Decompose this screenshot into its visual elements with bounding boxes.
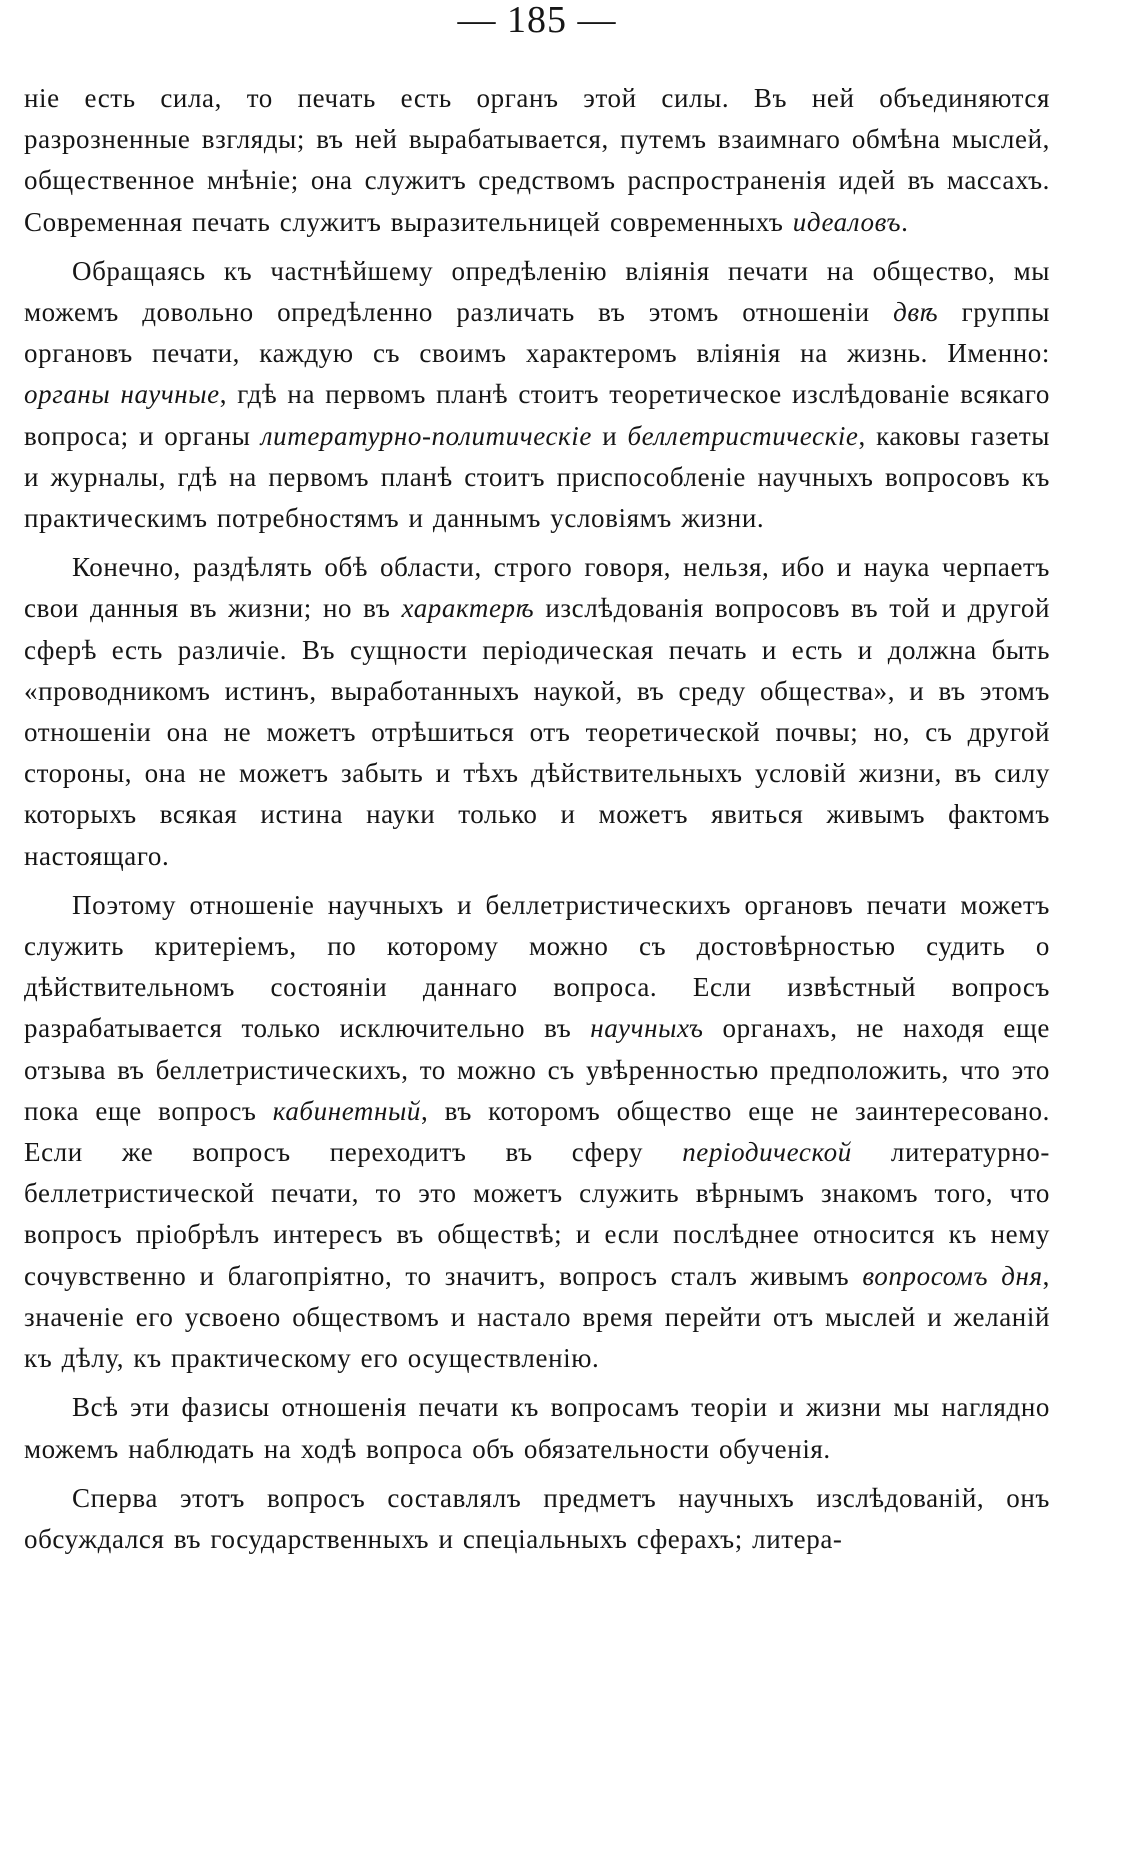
paragraph: [24, 1387, 1050, 1469]
text-run: , значеніе его усвоено обществомъ и настало время перейти отъ мыслей и желаній къ дѣлу, къ практическому его осуществленію.: [24, 1260, 1051, 1374]
text-run: и: [591, 420, 628, 451]
book-page: [24, 0, 1050, 1853]
italic-phrase: періодической: [682, 1137, 852, 1168]
paragraph: [24, 885, 1050, 1379]
italic-phrase: научныхъ: [590, 1013, 704, 1044]
text-run: Конечно, раздѣлять обѣ области, строго говоря, нельзя, ибо и наука черпаетъ свои данныя въ жизни; но въ: [24, 552, 1050, 624]
text-run: ніе есть сила, то печать есть органъ этой силы. Въ ней объединяются разрозненные взгляды; въ ней вырабатывается, путемъ взаимнаго обмѣна мыслей, общественное мнѣніе; она служитъ средствомъ распространенія идей въ массахъ. Современная печать служитъ выразительницей современныхъ: [24, 83, 1050, 237]
text-run: , гдѣ на первомъ планѣ стоитъ теоретическое изслѣдованіе всякаго вопроса; и органы: [24, 379, 1050, 451]
text-run: группы органовъ печати, каждую съ своимъ характеромъ вліянія на жизнь. Именно:: [24, 297, 1050, 369]
paragraph: [24, 251, 1050, 539]
italic-phrase: двѣ: [893, 297, 939, 328]
text-run: , каковы газеты и журналы, гдѣ на первомъ планѣ стоитъ приспособленіе научныхъ вопросовъ къ практическимъ потребностямъ и даннымъ условіямъ жизни.: [24, 420, 1050, 534]
text-run: литературно-беллетристической печати, то это можетъ служить вѣрнымъ знакомъ того, что вопросъ пріобрѣлъ интересъ въ обществѣ; и если послѣднее относится къ нему сочувственно и благопріятно, то значитъ, вопросъ сталъ живымъ: [24, 1137, 1050, 1291]
text-run: изслѣдованія вопросовъ въ той и другой сферѣ есть различіе. Въ сущности періодическая печать и есть и должна быть «проводникомъ истинъ, выработанныхъ наукой, въ среду общества», и въ этомъ отношеніи она не можетъ отрѣшиться отъ теоретической почвы; но, съ другой стороны, она не можетъ забыть и тѣхъ дѣйствительныхъ условій жизни, въ силу которыхъ всякая истина науки только и можетъ явиться живымъ фактомъ настоящаго.: [24, 593, 1050, 871]
italic-phrase: идеаловъ: [792, 206, 902, 237]
text-run: Поэтому отношеніе научныхъ и беллетристическихъ органовъ печати можетъ служить критеріемъ, по которому можно съ достовѣрностью судить о дѣйствительномъ состояніи даннаго вопроса. Если извѣстный вопросъ разрабатывается только исключительно въ: [24, 889, 1050, 1044]
text-run: Сперва этотъ вопросъ составлялъ предметъ научныхъ изслѣдованій, онъ обсуждался въ государственныхъ и спеціальныхъ сферахъ; литера-: [24, 1482, 1050, 1554]
text-run: .: [901, 206, 909, 237]
text-run: , въ которомъ общество еще не заинтересовано. Если же вопросъ переходитъ въ сферу: [24, 1095, 1050, 1168]
paragraph: [24, 78, 1050, 243]
italic-phrase: органы научные: [24, 379, 220, 410]
text-run: Обращаясь къ частнѣйшему опредѣленію вліянія печати на общество, мы можемъ довольно опредѣленно различать въ этомъ отношеніи: [24, 255, 1050, 328]
paragraph: [24, 1478, 1050, 1560]
italic-phrase: кабинетный: [272, 1095, 422, 1126]
italic-phrase: характерѣ: [401, 593, 535, 624]
text-run: Всѣ эти фазисы отношенія печати къ вопросамъ теоріи и жизни мы наглядно можемъ наблюдать на ходѣ вопроса объ обязательности обученія.: [24, 1392, 1050, 1464]
italic-phrase: литературно-политическіе: [260, 420, 592, 451]
page-number: — 185 —: [457, 0, 617, 41]
body-text: [24, 78, 1050, 1560]
text-run: органахъ, не находя еще отзыва въ беллетристическихъ, то можно съ увѣренностью предположить, что это пока еще вопросъ: [24, 1013, 1050, 1126]
italic-phrase: вопросомъ дня: [862, 1260, 1043, 1291]
italic-phrase: беллетристическіе: [627, 420, 859, 451]
paragraph: [24, 547, 1050, 877]
